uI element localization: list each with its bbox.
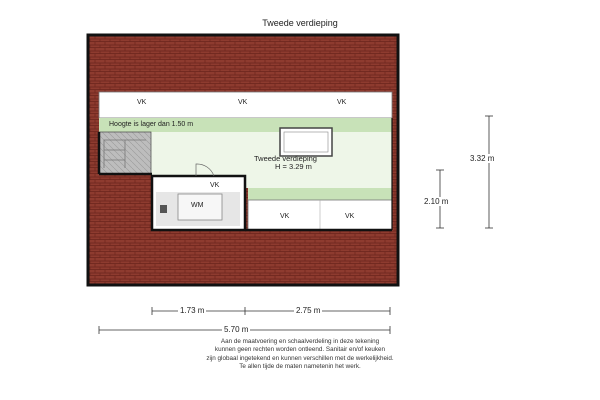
room-height: H = 3.29 m <box>275 162 312 171</box>
low-height-zone-bottom <box>248 188 392 200</box>
dimension-label-height-knee: 2.10 m <box>424 197 449 206</box>
dimension-label-width-total: 5.70 m <box>224 325 249 334</box>
dimension-label-width-right: 2.75 m <box>296 306 321 315</box>
storage-label: VK <box>337 99 347 106</box>
storage-label: VK <box>210 182 220 189</box>
storage-label: VK <box>345 213 355 220</box>
appliance-label: WM <box>191 202 204 209</box>
storage-label: VK <box>280 213 290 220</box>
storage-label: VK <box>137 99 147 106</box>
storage-label: VK <box>238 99 248 106</box>
disclaimer-line: kunnen geen rechten worden ontleend. Sanitair en/of keuken <box>214 346 386 354</box>
dimension-height-total <box>485 116 493 228</box>
disclaimer-line: Aan de maatvoering en schaalverdeling in deze tekening <box>220 338 380 345</box>
disclaimer-line: zijn globaal ingetekend en kunnen verschillen met de werkelijkheid. <box>206 354 394 362</box>
dimension-label-width-left: 1.73 m <box>180 306 205 315</box>
disclaimer <box>90 338 510 371</box>
disclaimer-line: Te allen tijde de maten nametenin het werk. <box>239 362 361 370</box>
room-name: Tweede verdieping <box>254 154 317 163</box>
dimension-label-height-total: 3.32 m <box>470 154 495 163</box>
page-title: Tweede verdieping <box>262 18 338 28</box>
low-ceiling-note: Hoogte is lager dan 1.50 m <box>109 121 194 128</box>
sink-tap <box>160 205 167 213</box>
